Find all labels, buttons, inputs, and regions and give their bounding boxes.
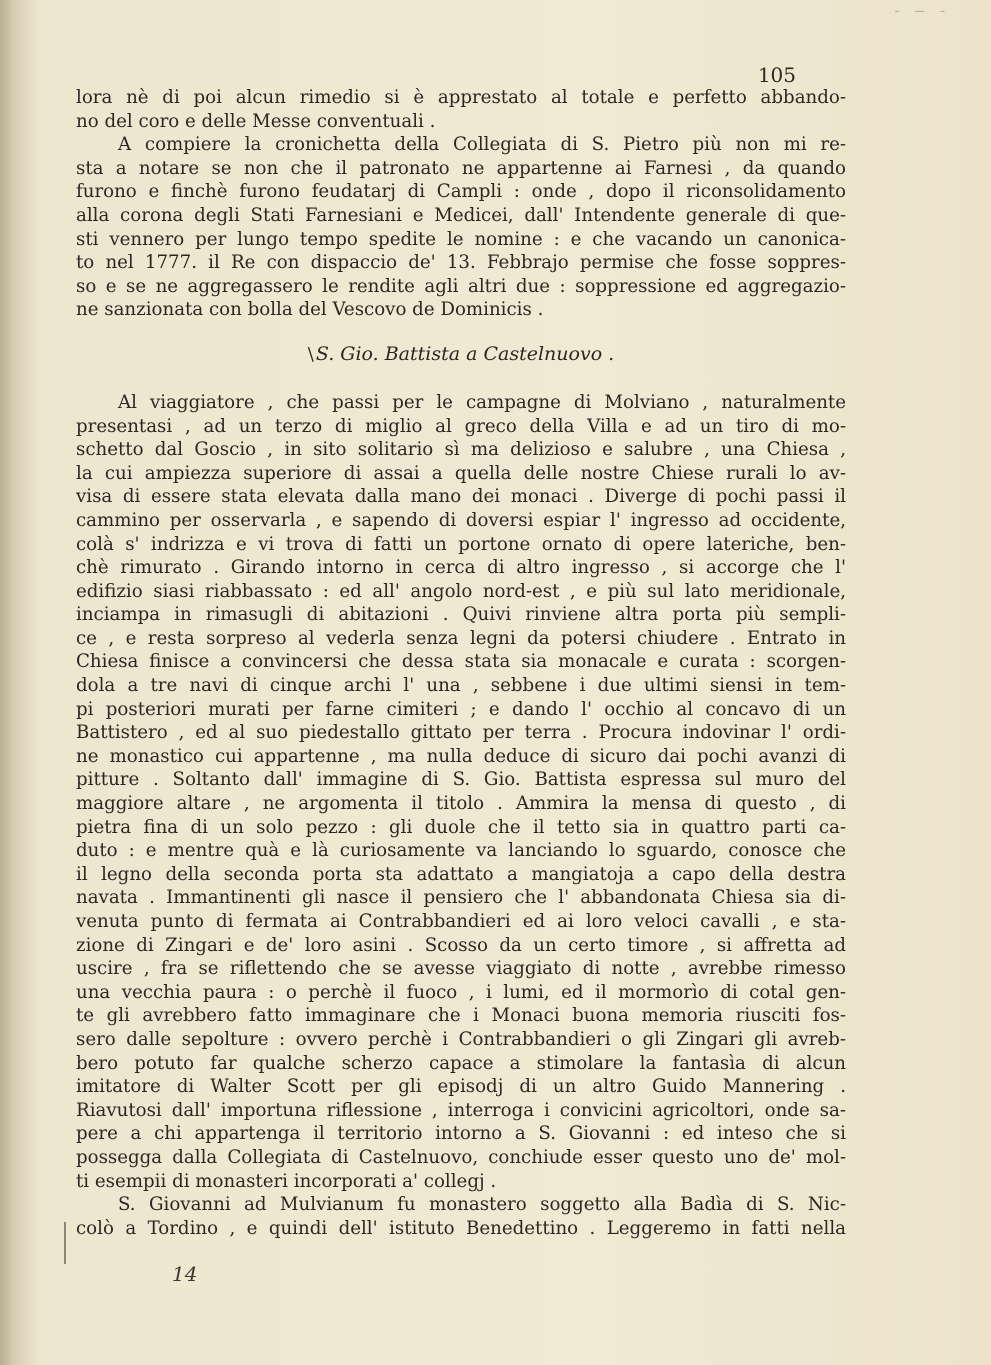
text-line: schetto dal Goscio , in sito solitario sì ma delizioso e salubre , una Chiesa ,: [76, 439, 846, 461]
paragraph-2: [76, 133, 846, 322]
text-line: presentasi , ad un terzo di miglio al greco della Villa e ad un tiro di mo-: [76, 415, 846, 437]
text-line: te gli avrebbero fatto immaginare che i Monaci buona memoria riusciti fos-: [76, 1005, 846, 1027]
text-line: ne monastico cui appartenne , ma nulla deduce di sicuro dai pochi avanzi di: [76, 745, 846, 767]
text-line: inciampa in rimasugli di abitazioni . Quivi rinviene altra porta più sempli-: [76, 604, 846, 626]
text-line: S. Giovanni ad Mulvianum fu monastero soggetto alla Badìa di S. Nic-: [118, 1194, 846, 1216]
text-line: ce , e resta sorpreso al vederla senza legni da potersi chiudere . Entrato in: [76, 627, 846, 649]
text-line: dola a tre navi di cinque archi l' una , sebbene i due ultimi siensi in tem-: [76, 675, 846, 697]
text-line: ti esempii di monasteri incorporati a' collegj .: [76, 1170, 497, 1192]
text-line: so e se ne aggregassero le rendite agli altri due : soppressione ed aggregazio-: [76, 275, 846, 297]
page-number: 105: [757, 63, 796, 87]
text-line: zione di Zingari e de' loro asini . Scosso da un certo timore , si affretta ad: [76, 934, 846, 956]
signature-mark: 14: [172, 1262, 198, 1286]
text-line: Chiesa finisce a convincersi che dessa stata sia monacale e curata : scorgen-: [76, 651, 846, 673]
text-line: pere a chi appartenga il territorio intorno a S. Giovanni : ed inteso che si: [76, 1123, 846, 1145]
text-line: imitatore di Walter Scott per gli episodj di un altro Guido Mannering .: [76, 1076, 846, 1098]
text-line: Riavutosi dall' importuna riflessione , interroga i convicini agricoltori, onde sa-: [76, 1099, 846, 1121]
text-line: to nel 1777. il Re con dispaccio de' 13. Febbrajo permise che fosse soppres-: [76, 252, 846, 274]
text-line: sti vennero per lungo tempo spedite le nomine : e che vacando un canonica-: [76, 228, 846, 250]
text-line: lora nè di poi alcun rimedio si è apprestato al totale e perfetto abbando-: [76, 87, 846, 108]
text-line: colò a Tordino , e quindi dell' istituto Benedettino . Leggeremo in fatti nella: [76, 1217, 846, 1239]
text-line: venuta punto di fermata ai Contrabbandieri ed ai loro veloci cavalli , e sta-: [76, 911, 846, 932]
heading-mark: \: [307, 343, 314, 365]
text-line: pitture . Soltanto dall' immagine di S. Gio. Battista espressa sul muro del: [76, 769, 846, 791]
text-line: alla corona degli Stati Farnesiani e Medicei, dall' Intendente generale di que-: [76, 204, 846, 226]
text-line: duto : e mentre quà e là curiosamente va lanciando lo sguardo, conosce che: [76, 840, 846, 862]
text-line: chè rimurato . Girando intorno in cerca di altro ingresso , si accorge che l': [76, 557, 846, 579]
text-line: uscire , fra se riflettendo che se avesse viaggiato di notte , avrebbe rimesso: [76, 958, 846, 980]
text-line: possegga dalla Collegiata di Castelnuovo, conchiude esser questo uno de' mol-: [76, 1146, 846, 1168]
text-line: Battistero , ed al suo piedestallo gittato per terra . Procura indovinar l' ordi-: [76, 722, 846, 744]
text-line: A compiere la cronichetta della Collegiata di S. Pietro più non mi re-: [118, 134, 846, 156]
text-line: pi posteriori murati per farne cimiteri ; e dando l' occhio al concavo di un: [76, 698, 846, 720]
text-line: sero dalle sepolture : ovvero perchè i Contrabbandieri o gli Zingari gli avreb-: [76, 1028, 846, 1050]
paragraph-1: [76, 86, 846, 133]
text-line: Al viaggiatore , che passi per le campagne di Molviano , naturalmente: [118, 391, 846, 413]
text-line: la cui ampiezza superiore di assai a quella delle nostre Chiese rurali lo av-: [76, 462, 846, 484]
text-line: colà s' indrizza e vi trova di fatti un portone ornato di opere lateriche, ben-: [76, 533, 846, 555]
text-line: pietra fina di un solo pezzo : gli duole che il tetto sia in quattro parti ca-: [76, 816, 846, 838]
paragraph-4: [76, 1193, 846, 1240]
heading-text: S. Gio. Battista a Castelnuovo .: [315, 342, 615, 365]
top-edge-marks: – — –: [894, 6, 951, 17]
text-line: maggiore altare , ne argomenta il titolo . Ammira la mensa di questo , di: [76, 793, 846, 815]
text-line: il legno della seconda porta sta adattato a mangiatoja a capo della destra: [76, 863, 846, 885]
text-line: sta a notare se non che il patronato ne appartenne ai Farnesi , da quando: [76, 157, 846, 179]
margin-mark: [64, 1222, 66, 1264]
paragraph-3: [76, 391, 846, 1193]
section-heading: [76, 342, 846, 367]
text-line: navata . Immantinenti gli nasce il pensiero che l' abbandonata Chiesa sia di-: [76, 887, 846, 909]
text-line: furono e finchè furono feudatarj di Campli : onde , dopo il riconsolidamento: [76, 181, 846, 203]
text-line: una vecchia paura : o perchè il fuoco , i lumi, ed il mormorìo di cotal gen-: [76, 981, 846, 1003]
text-line: cammino per osservarla , e sapendo di doversi espiar l' ingresso ad occidente,: [76, 509, 846, 531]
text-line: bero potuto far qualche scherzo capace a stimolare la fantasìa di alcun: [76, 1052, 846, 1074]
text-line: ne sanzionata con bolla del Vescovo de Dominicis .: [76, 299, 544, 321]
text-line: edifizio siasi riabbassato : ed all' angolo nord-est , e più sul lato meridionale,: [76, 580, 846, 602]
text-line: visa di essere stata elevata dalla mano dei monaci . Diverge di pochi passi il: [76, 486, 846, 508]
page-text: [76, 64, 846, 1240]
text-line: no del coro e delle Messe conventuali .: [76, 110, 436, 132]
